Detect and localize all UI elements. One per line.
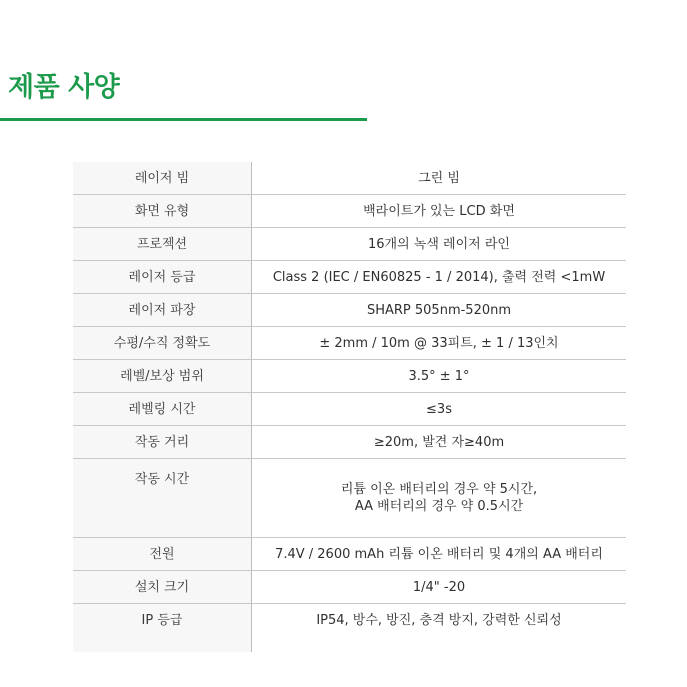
spec-label: 전원 bbox=[73, 538, 252, 571]
spec-label: 화면 유형 bbox=[73, 195, 252, 228]
table-row bbox=[73, 360, 626, 393]
spec-value: 7.4V / 2600 mAh 리튬 이온 배터리 및 4개의 AA 배터리 bbox=[252, 538, 627, 571]
table-row bbox=[73, 571, 626, 604]
spec-label: 레벨/보상 범위 bbox=[73, 360, 252, 393]
spec-label: 프로젝션 bbox=[73, 228, 252, 261]
title-underline bbox=[0, 118, 367, 121]
table-row bbox=[73, 459, 626, 538]
spec-label: 작동 시간 bbox=[73, 459, 252, 538]
spec-label: IP 등급 bbox=[73, 604, 252, 653]
spec-label: 레이저 파장 bbox=[73, 294, 252, 327]
spec-value: 그린 빔 bbox=[252, 162, 627, 195]
spec-value: IP54, 방수, 방진, 충격 방지, 강력한 신뢰성 bbox=[316, 613, 562, 628]
spec-value: ≤3s bbox=[252, 393, 627, 426]
spec-value: Class 2 (IEC / EN60825 - 1 / 2014), 출력 전력 <1mW bbox=[252, 261, 627, 294]
table-row bbox=[73, 538, 626, 571]
table-row bbox=[73, 162, 626, 195]
table-row bbox=[73, 261, 626, 294]
page-title: 제품 사양 bbox=[8, 72, 120, 103]
spec-label: 설치 크기 bbox=[73, 571, 252, 604]
table-row bbox=[73, 604, 626, 653]
table-row bbox=[73, 228, 626, 261]
table-row bbox=[73, 195, 626, 228]
spec-value bbox=[252, 459, 627, 538]
table-row bbox=[73, 294, 626, 327]
spec-value: ≥20m, 발견 자≥40m bbox=[252, 426, 627, 459]
spec-value-line: AA 배터리의 경우 약 0.5시간 bbox=[354, 499, 524, 514]
table-row bbox=[73, 426, 626, 459]
table-row bbox=[73, 393, 626, 426]
spec-value: 백라이트가 있는 LCD 화면 bbox=[252, 195, 627, 228]
spec-value: 1/4" -20 bbox=[252, 571, 627, 604]
spec-table bbox=[73, 162, 626, 652]
spec-value-line: 리튬 이온 배터리의 경우 약 5시간, bbox=[340, 482, 538, 497]
spec-value: 16개의 녹색 레이저 라인 bbox=[252, 228, 627, 261]
table-row bbox=[73, 327, 626, 360]
spec-label: 레이저 등급 bbox=[73, 261, 252, 294]
spec-value: ± 2mm / 10m @ 33피트, ± 1 / 13인치 bbox=[252, 327, 627, 360]
spec-label: 레벨링 시간 bbox=[73, 393, 252, 426]
spec-value: SHARP 505nm-520nm bbox=[252, 294, 627, 327]
spec-label: 작동 거리 bbox=[73, 426, 252, 459]
spec-label: 수평/수직 정확도 bbox=[73, 327, 252, 360]
spec-value: 3.5° ± 1° bbox=[252, 360, 627, 393]
spec-label: 레이저 빔 bbox=[73, 162, 252, 195]
